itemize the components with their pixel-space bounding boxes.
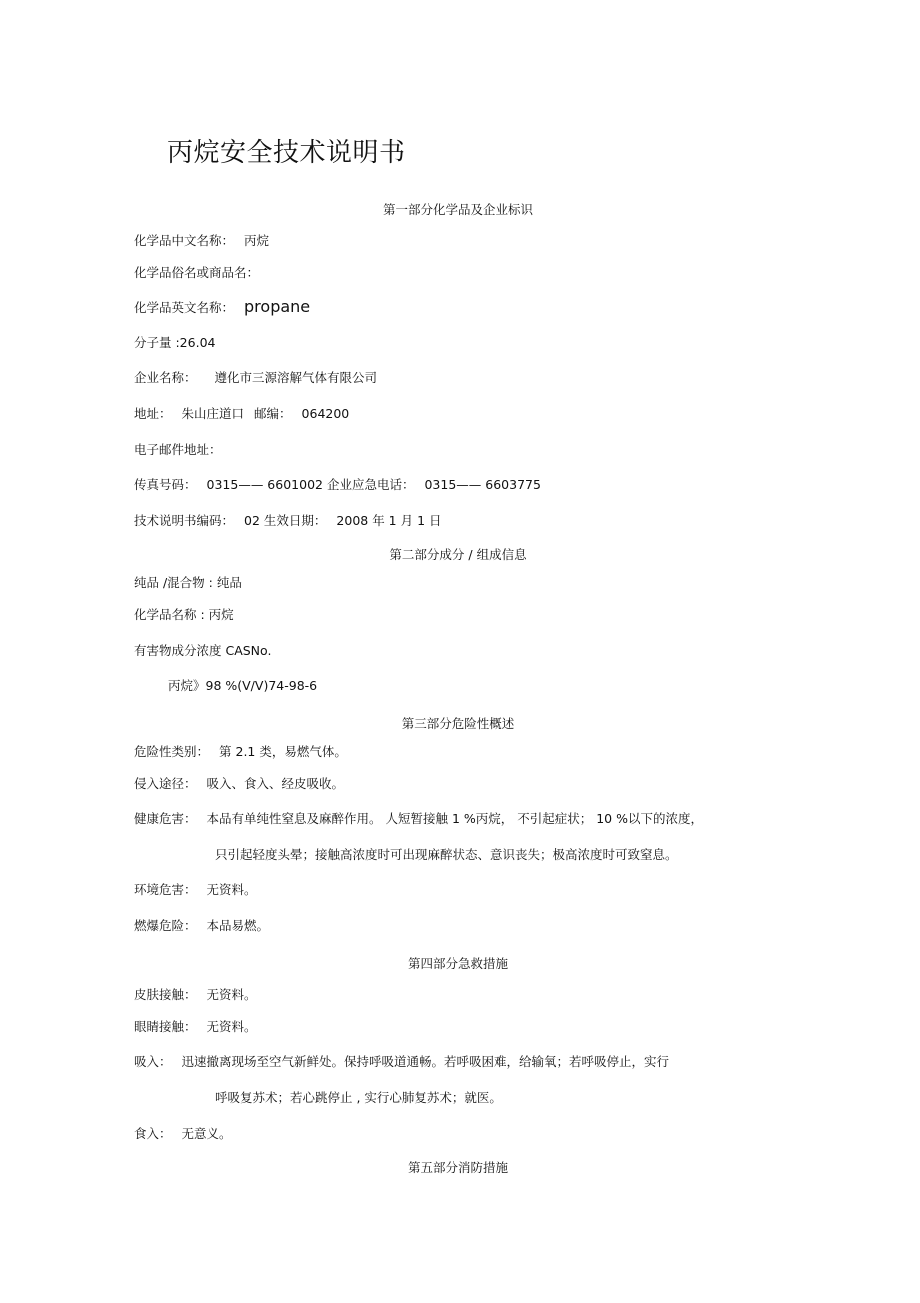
field-label: 企业名称： xyxy=(134,370,197,385)
field-label: 皮肤接触： xyxy=(134,987,197,1002)
field-hazard-category xyxy=(134,742,347,760)
field-label: 化学品中文名称： xyxy=(134,233,235,248)
field-value: 朱山庄道口 xyxy=(181,406,245,421)
field-value: 迅速撤离现场至空气新鲜处。保持呼吸道通畅。若呼吸困难，给输氧；若呼吸停止，实行 xyxy=(181,1054,670,1069)
field-skin-contact xyxy=(134,985,257,1003)
field-label: 技术说明书编码： xyxy=(134,513,235,528)
field-value: 吸入、食入、经皮吸收。 xyxy=(206,776,345,791)
field-label: 化学品英文名称： xyxy=(134,300,235,315)
field-fire-hazard xyxy=(134,916,269,934)
field-label: 化学品俗名或商品名： xyxy=(134,265,260,280)
field-value: 02 xyxy=(244,513,260,528)
document-title: 丙烷安全技术说明书 xyxy=(167,138,406,168)
field-address xyxy=(134,404,349,422)
field-value: 064200 xyxy=(301,406,350,421)
field-doc-code xyxy=(134,511,442,529)
field-value: propane xyxy=(244,297,311,316)
field-eye-contact xyxy=(134,1017,257,1035)
field-label: 电子邮件地址： xyxy=(134,442,222,457)
field-common-name xyxy=(134,263,259,281)
field-label: 健康危害： xyxy=(134,811,197,826)
field-email xyxy=(134,440,222,458)
section-heading-3: 第三部分危险性概述 xyxy=(401,716,515,731)
field-value: 0315—— 6603775 xyxy=(424,477,541,492)
field-label: 传真号码： xyxy=(134,477,197,492)
hazard-component-row: 丙烷》98 %(V/V)74-98-6 xyxy=(168,678,318,693)
section-heading-4: 第四部分急救措施 xyxy=(407,956,508,971)
field-label: 生效日期： xyxy=(263,513,327,528)
hazard-table-header: 有害物成分浓度 CASNo. xyxy=(134,643,272,658)
field-entry-route xyxy=(134,774,344,792)
section-heading-5: 第五部分消防措施 xyxy=(407,1160,508,1175)
field-label: 食入： xyxy=(134,1126,172,1141)
field-label: 吸入： xyxy=(134,1054,172,1069)
field-health-hazard-cont: 只引起轻度头晕；接触高浓度时可出现麻醉状态、意识丧失；极高浓度时可致窒息。 xyxy=(215,847,678,862)
field-value: 2008 年 1 月 1 日 xyxy=(336,513,442,528)
field-label: 燃爆危险： xyxy=(134,918,197,933)
field-inhalation-cont: 呼吸复苏术；若心跳停止 , 实行心肺复苏术；就医。 xyxy=(215,1090,502,1105)
section-heading-1: 第一部分化学品及企业标识 xyxy=(382,202,533,217)
field-health-hazard xyxy=(134,809,703,827)
field-company xyxy=(134,368,377,386)
field-value: 无资料。 xyxy=(206,987,257,1002)
field-molecular-weight: 分子量 :26.04 xyxy=(134,335,216,350)
field-cn-name xyxy=(134,231,269,249)
field-ingestion xyxy=(134,1124,232,1142)
section-heading-2: 第二部分成分 / 组成信息 xyxy=(389,547,527,562)
field-label: 企业应急电话： xyxy=(326,477,415,492)
field-value: 无资料。 xyxy=(206,1019,257,1034)
field-label: 地址： xyxy=(134,406,172,421)
field-inhalation xyxy=(134,1052,669,1070)
field-value: 丙烷 xyxy=(244,233,270,248)
field-label: 邮编： xyxy=(254,406,292,421)
field-chem-name: 化学品名称 : 丙烷 xyxy=(134,607,234,622)
field-label: 侵入途径： xyxy=(134,776,197,791)
field-label: 危险性类别： xyxy=(134,744,210,759)
field-fax xyxy=(134,475,541,493)
field-value: 无资料。 xyxy=(206,882,257,897)
field-value: 无意义。 xyxy=(181,1126,232,1141)
field-value: 本品有单纯性窒息及麻醉作用。 人短暂接触 1 %丙烷， 不引起症状； 10 %以下的浓度， xyxy=(206,811,703,826)
field-purity: 纯品 /混合物 : 纯品 xyxy=(134,575,242,590)
field-value: 0315—— 6601002 xyxy=(206,477,323,492)
field-value: 遵化市三源溶解气体有限公司 xyxy=(214,370,378,385)
field-value: 本品易燃。 xyxy=(206,918,270,933)
field-label: 环境危害： xyxy=(134,882,197,897)
field-label: 眼睛接触： xyxy=(134,1019,197,1034)
field-en-name xyxy=(134,297,310,316)
field-value: 第 2.1 类，易燃气体。 xyxy=(219,744,347,759)
field-env-hazard xyxy=(134,880,257,898)
